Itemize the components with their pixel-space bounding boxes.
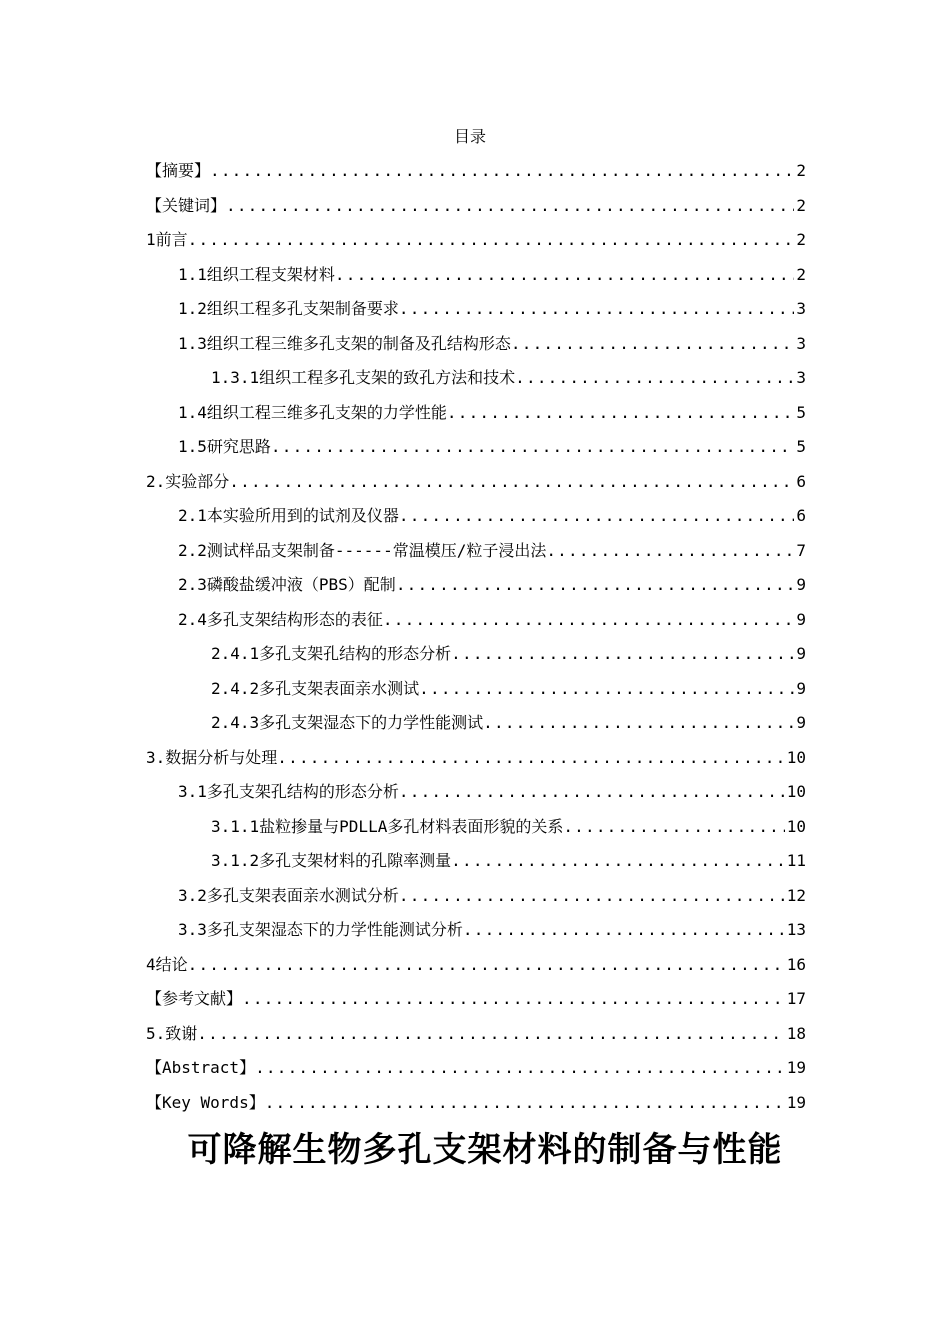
toc-dot-leader: [447, 402, 794, 424]
toc-entry-page-number: 19: [786, 1058, 806, 1078]
toc-entry-label: 1.5研究思路: [178, 437, 271, 457]
toc-entry[interactable]: [146, 706, 806, 741]
toc-dot-leader: [451, 643, 794, 665]
toc-entry[interactable]: [146, 258, 806, 293]
toc-entry-label: 4结论: [146, 954, 188, 974]
toc-entry[interactable]: [146, 948, 806, 983]
toc-entry-label: 2.1本实验所用到的试剂及仪器: [178, 506, 399, 526]
toc-dot-leader: [242, 988, 785, 1010]
toc-entry[interactable]: [146, 810, 806, 845]
toc-entry-label: 2.4.3多孔支架湿态下的力学性能测试: [211, 713, 484, 733]
toc-entry-label: 2.4.2多孔支架表面亲水测试: [211, 678, 420, 698]
document-title: 可降解生物多孔支架材料的制备与性能: [187, 1130, 783, 1170]
toc-dot-leader: [463, 919, 785, 941]
toc-entry[interactable]: [146, 499, 806, 534]
toc-dot-leader: [277, 747, 784, 769]
toc-entry-label: 3.3多孔支架湿态下的力学性能测试分析: [178, 920, 463, 940]
toc-entry[interactable]: [146, 568, 806, 603]
toc-entry-page-number: 2: [796, 264, 806, 284]
toc-entry-page-number: 10: [786, 782, 806, 802]
toc-entry-page-number: 11: [786, 851, 806, 871]
toc-dot-leader: [399, 885, 785, 907]
toc-entry-label: 【Key Words】: [146, 1092, 265, 1112]
toc-entry-page-number: 6: [796, 471, 806, 491]
toc-entry[interactable]: [146, 292, 806, 327]
toc-dot-leader: [396, 574, 795, 596]
toc-entry-label: 3.1多孔支架孔结构的形态分析: [178, 782, 399, 802]
toc-dot-leader: [210, 160, 794, 182]
toc-dot-leader: [399, 781, 785, 803]
toc-entry[interactable]: [146, 223, 806, 258]
toc-dot-leader: [271, 436, 794, 458]
toc-dot-leader: [335, 264, 794, 286]
toc-entry[interactable]: [146, 1051, 806, 1086]
toc-dot-leader: [226, 195, 794, 217]
toc-entry[interactable]: [146, 396, 806, 431]
toc-entry-label: 2.实验部分: [146, 471, 230, 491]
toc-entry-page-number: 9: [796, 678, 806, 698]
toc-entry-label: 【摘要】: [146, 161, 211, 181]
toc-entry-label: 【关键词】: [146, 195, 227, 215]
toc-dot-leader: [255, 1057, 785, 1079]
toc-entry-label: 【Abstract】: [146, 1058, 256, 1078]
toc-entry-page-number: 2: [796, 230, 806, 250]
toc-entry-page-number: 2: [796, 161, 806, 181]
toc-entry-page-number: 3: [796, 333, 806, 353]
toc-entry[interactable]: [146, 913, 806, 948]
toc-entry[interactable]: [146, 430, 806, 465]
toc-entry[interactable]: [146, 844, 806, 879]
toc-dot-leader: [563, 816, 784, 838]
toc-entry-page-number: 10: [786, 816, 806, 836]
toc-entry-label: 2.4.1多孔支架孔结构的形态分析: [211, 644, 452, 664]
toc-entry[interactable]: [146, 879, 806, 914]
toc-dot-leader: [419, 678, 794, 700]
toc-entry-page-number: 9: [796, 575, 806, 595]
toc-entry[interactable]: [146, 154, 806, 189]
toc-entry-page-number: 7: [796, 540, 806, 560]
toc-entry[interactable]: [146, 1086, 806, 1121]
toc-dot-leader: [511, 333, 794, 355]
toc-dot-leader: [383, 609, 794, 631]
toc-dot-leader: [188, 954, 785, 976]
toc-dot-leader: [399, 505, 794, 527]
toc-entry-page-number: 3: [796, 368, 806, 388]
toc-entry-page-number: 12: [786, 885, 806, 905]
toc-entry-label: 1.1组织工程支架材料: [178, 264, 335, 284]
toc-heading: 目录: [453, 127, 486, 146]
toc-dot-leader: [483, 712, 794, 734]
toc-entry-page-number: 13: [786, 920, 806, 940]
toc-entry-page-number: 2: [796, 195, 806, 215]
toc-entry[interactable]: [146, 637, 806, 672]
toc-entry[interactable]: [146, 741, 806, 776]
toc-entry[interactable]: [146, 672, 806, 707]
toc-entry-page-number: 10: [786, 747, 806, 767]
toc-entry-label: 5.致谢: [146, 1023, 198, 1043]
toc-dot-leader: [546, 540, 794, 562]
toc-entry-page-number: 5: [796, 402, 806, 422]
toc-entry-page-number: 9: [796, 644, 806, 664]
toc-dot-leader: [265, 1092, 785, 1114]
toc-entry-label: 2.4多孔支架结构形态的表征: [178, 609, 383, 629]
toc-entry-label: 3.数据分析与处理: [146, 747, 278, 767]
toc-entry-label: 3.2多孔支架表面亲水测试分析: [178, 885, 399, 905]
toc-entry[interactable]: [146, 775, 806, 810]
toc-dot-leader: [399, 298, 794, 320]
toc-entry-label: 【参考文献】: [146, 989, 243, 1009]
toc-entry[interactable]: [146, 361, 806, 396]
toc-entry[interactable]: [146, 189, 806, 224]
toc-entry-label: 2.3磷酸盐缓冲液（PBS）配制: [178, 575, 396, 595]
toc-entry[interactable]: [146, 534, 806, 569]
toc-dot-leader: [515, 367, 794, 389]
toc-entry-label: 1.4组织工程三维多孔支架的力学性能: [178, 402, 447, 422]
toc-entry[interactable]: [146, 603, 806, 638]
toc-entry-page-number: 19: [786, 1092, 806, 1112]
toc-entry-label: 3.1.2多孔支架材料的孔隙率测量: [211, 851, 452, 871]
toc-entry[interactable]: [146, 327, 806, 362]
toc-dot-leader: [229, 471, 794, 493]
toc-entry-page-number: 3: [796, 299, 806, 319]
toc-entry-page-number: 16: [786, 954, 806, 974]
toc-entry[interactable]: [146, 465, 806, 500]
toc-entry-page-number: 17: [786, 989, 806, 1009]
table-of-contents: [146, 154, 806, 1120]
toc-entry-page-number: 18: [786, 1023, 806, 1043]
toc-dot-leader: [188, 229, 795, 251]
toc-entry-label: 1.2组织工程多孔支架制备要求: [178, 299, 399, 319]
toc-entry-label: 1.3组织工程三维多孔支架的制备及孔结构形态: [178, 333, 511, 353]
toc-entry-page-number: 9: [796, 713, 806, 733]
toc-entry-label: 1.3.1组织工程多孔支架的致孔方法和技术: [211, 368, 516, 388]
toc-entry-label: 3.1.1盐粒掺量与PDLLA多孔材料表面形貌的关系: [211, 816, 564, 836]
toc-entry-page-number: 5: [796, 437, 806, 457]
toc-entry-page-number: 9: [796, 609, 806, 629]
toc-entry[interactable]: [146, 982, 806, 1017]
toc-entry[interactable]: [146, 1017, 806, 1052]
toc-entry-page-number: 6: [796, 506, 806, 526]
toc-entry-label: 2.2测试样品支架制备------常温模压/粒子浸出法: [178, 540, 547, 560]
toc-dot-leader: [451, 850, 785, 872]
toc-entry-label: 1前言: [146, 230, 188, 250]
toc-dot-leader: [197, 1023, 784, 1045]
